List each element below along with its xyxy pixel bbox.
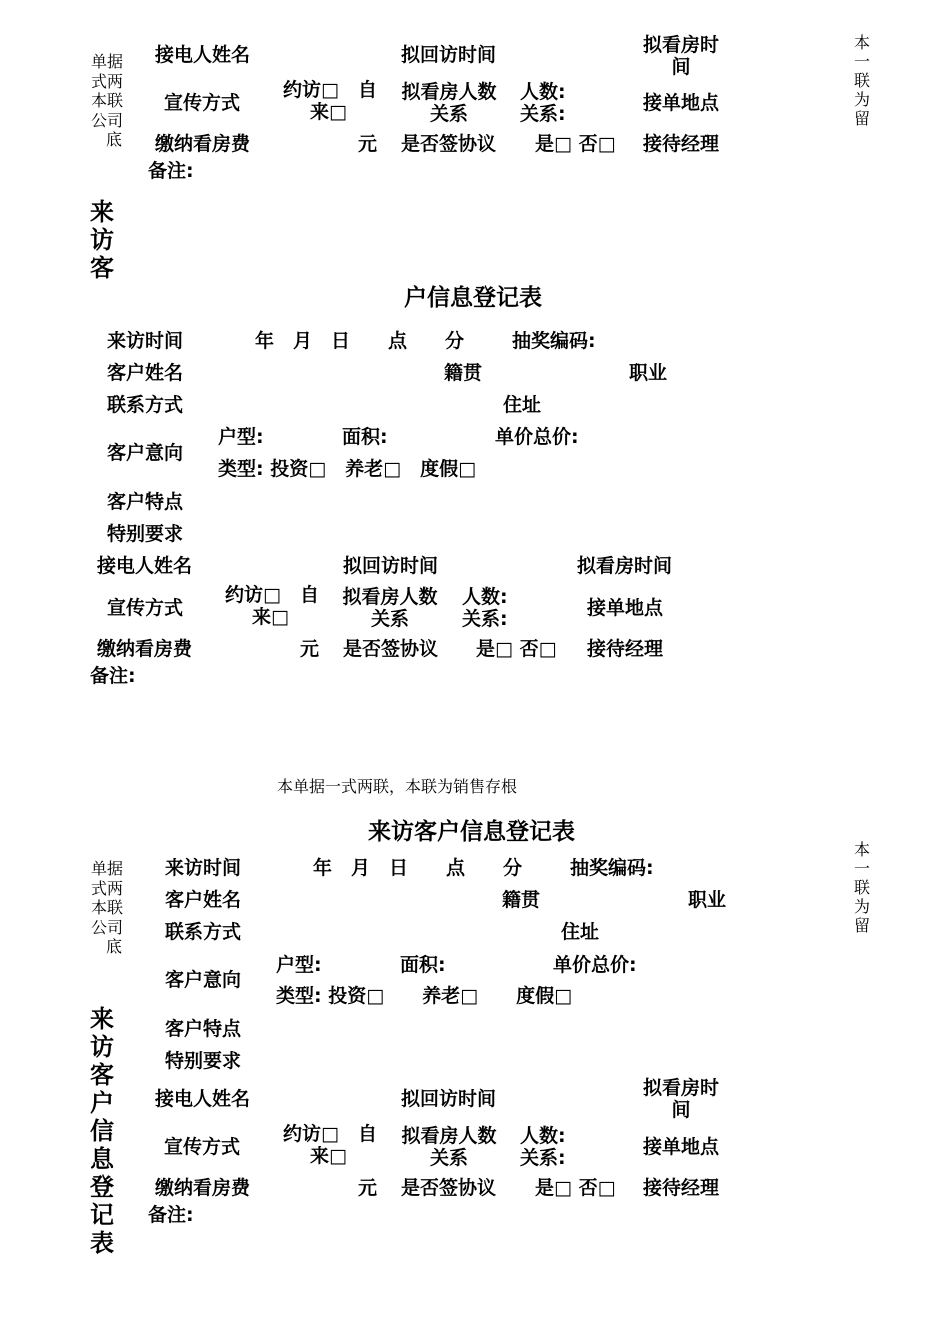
yuan-unit: 元	[358, 133, 378, 155]
customer-name-label: 客户姓名	[107, 362, 184, 384]
house-type-label: 户型:	[276, 954, 322, 976]
visit-time-label: 来访时间	[165, 857, 242, 879]
manager-label: 接待经理	[643, 133, 720, 155]
receiver-name-label: 接电人姓名	[155, 44, 251, 66]
manager-label: 接待经理	[643, 1177, 720, 1199]
address-label: 住址	[503, 394, 542, 416]
features-label: 客户特点	[107, 491, 184, 513]
area-label: 面积:	[400, 954, 446, 976]
callback-time-label: 拟回访时间	[401, 1088, 497, 1110]
sign-agreement-label: 是否签协议	[401, 1177, 497, 1199]
origin-label: 籍贯	[444, 362, 483, 384]
order-place-label: 接单地点	[643, 1136, 720, 1158]
callback-time-label: 拟回访时间	[401, 44, 497, 66]
appointment-checkbox-group[interactable]: 约访□ 自 来□	[225, 584, 319, 628]
visitor-count-label: 拟看房人数 关系	[401, 1125, 497, 1169]
type-checkbox-group[interactable]: 类型: 投资□ 养老□ 度假□	[218, 458, 477, 480]
count-relation-fields: 人数: 关系:	[462, 586, 508, 630]
yes-no-checkbox-group[interactable]: 是□ 否□	[535, 133, 616, 155]
special-requirements-label: 特别要求	[165, 1050, 242, 1072]
special-requirements-label: 特别要求	[107, 523, 184, 545]
page-title-fragment: 户信息登记表	[404, 285, 542, 311]
manager-label: 接待经理	[587, 638, 664, 660]
contact-label: 联系方式	[165, 921, 242, 943]
count-relation-fields: 人数: 关系:	[520, 81, 566, 125]
count-relation-fields: 人数: 关系:	[520, 1125, 566, 1169]
promo-method-label: 宣传方式	[107, 597, 184, 619]
visitor-count-label: 拟看房人数 关系	[342, 586, 438, 630]
area-label: 面积:	[342, 426, 388, 448]
receiver-name-label: 接电人姓名	[155, 1088, 251, 1110]
yuan-unit: 元	[358, 1177, 378, 1199]
order-place-label: 接单地点	[587, 597, 664, 619]
price-label: 单价总价:	[553, 954, 637, 976]
viewing-time-label: 拟看房时 间	[642, 1077, 719, 1121]
right-stub-note: 本一联为留	[853, 840, 870, 935]
viewing-time-label: 拟看房时 间	[642, 34, 719, 78]
features-label: 客户特点	[165, 1018, 242, 1040]
yuan-unit: 元	[300, 638, 320, 660]
promo-method-label: 宣传方式	[164, 92, 241, 114]
visit-date-fields: 年 月 日 点 分	[255, 330, 465, 352]
sign-agreement-label: 是否签协议	[401, 133, 497, 155]
remarks-label: 备注:	[90, 665, 136, 687]
address-label: 住址	[561, 921, 600, 943]
appointment-checkbox-group[interactable]: 约访□ 自 来□	[283, 79, 377, 123]
callback-time-label: 拟回访时间	[343, 555, 439, 577]
price-label: 单价总价:	[495, 426, 579, 448]
occupation-label: 职业	[629, 362, 668, 384]
fee-label: 缴纳看房费	[97, 638, 193, 660]
house-type-label: 户型:	[218, 426, 264, 448]
vertical-title: 来访客户信息登记表	[90, 1005, 114, 1257]
fee-label: 缴纳看房费	[155, 1177, 251, 1199]
receiver-name-label: 接电人姓名	[97, 555, 193, 577]
occupation-label: 职业	[688, 889, 727, 911]
visitor-count-label: 拟看房人数 关系	[401, 81, 497, 125]
contact-label: 联系方式	[107, 394, 184, 416]
left-stub-note: 单据 式两 本联 公司 底	[90, 859, 123, 956]
intention-label: 客户意向	[107, 442, 184, 464]
lottery-code-label: 抽奖编码:	[512, 330, 596, 352]
customer-name-label: 客户姓名	[165, 889, 242, 911]
order-place-label: 接单地点	[643, 92, 720, 114]
yes-no-checkbox-group[interactable]: 是□ 否□	[535, 1177, 616, 1199]
promo-method-label: 宣传方式	[164, 1136, 241, 1158]
page-title: 来访客户信息登记表	[368, 819, 575, 845]
type-checkbox-group[interactable]: 类型: 投资□ 养老□ 度假□	[276, 985, 573, 1007]
vertical-title-fragment: 来访客	[90, 198, 114, 282]
yes-no-checkbox-group[interactable]: 是□ 否□	[476, 638, 557, 660]
fee-label: 缴纳看房费	[155, 133, 251, 155]
sales-copy-footer-note: 本单据一式两联，本联为销售存根	[277, 777, 518, 796]
appointment-checkbox-group[interactable]: 约访□ 自 来□	[283, 1123, 377, 1167]
visit-date-fields: 年 月 日 点 分	[313, 857, 523, 879]
viewing-time-label: 拟看房时间	[577, 555, 673, 577]
lottery-code-label: 抽奖编码:	[570, 857, 654, 879]
right-stub-note: 本一联为留	[853, 33, 870, 128]
intention-label: 客户意向	[165, 969, 242, 991]
sign-agreement-label: 是否签协议	[343, 638, 439, 660]
visit-time-label: 来访时间	[107, 330, 184, 352]
origin-label: 籍贯	[502, 889, 541, 911]
left-stub-note: 单据 式两 本联 公司 底	[90, 52, 123, 149]
remarks-label: 备注:	[148, 160, 194, 182]
remarks-label: 备注:	[148, 1204, 194, 1226]
